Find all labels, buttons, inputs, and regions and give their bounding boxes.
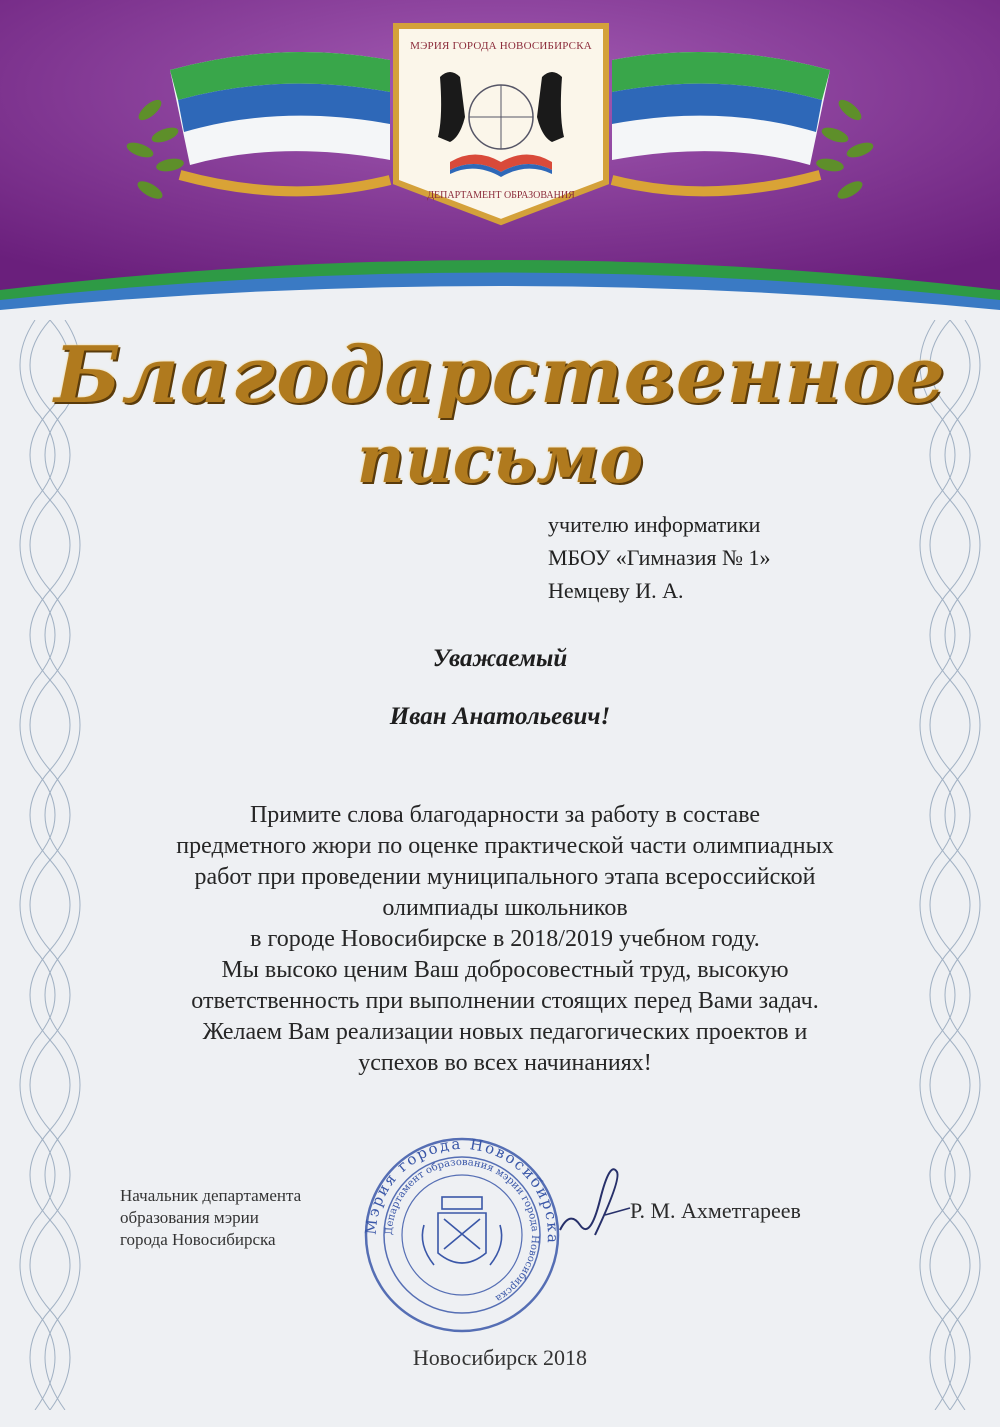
emblem-top-text: МЭРИЯ ГОРОДА НОВОСИБИРСКА (410, 40, 592, 52)
stamp-outer-text: Мэрия города Новосибирска (362, 1135, 562, 1246)
body-line: олимпиады школьников (382, 895, 628, 921)
body-line: Мы высоко ценим Ваш добросовестный труд, высокую (221, 957, 789, 983)
body-line: работ при проведении муниципального этапа всероссийской (194, 864, 816, 890)
stamp-crest-icon (422, 1197, 501, 1265)
body-line: предметного жюри по оценке практической части олимпиадных (176, 833, 834, 859)
greeting-line-1: Уважаемый (432, 645, 568, 672)
signatory-position-line: Начальник департамента (120, 1186, 302, 1205)
recipient-position: учителю информатики (548, 512, 761, 537)
official-stamp (362, 1135, 562, 1335)
signatory-position-line: образования мэрии (120, 1208, 259, 1227)
handwritten-signature-icon (555, 1160, 635, 1240)
body-line: ответственность при выполнении стоящих перед Вами задач. (191, 988, 819, 1014)
signatory-position-line: города Новосибирска (120, 1230, 276, 1249)
body-line: Примите слова благодарности за работу в составе (249, 802, 761, 828)
title-line-2: письмо (356, 420, 644, 498)
footer-city-year: Новосибирск 2018 (412, 1345, 588, 1370)
greeting-line-2: Иван Анатольевич! (389, 703, 611, 730)
emblem-bottom-text: ДЕПАРТАМЕНТ ОБРАЗОВАНИЯ (427, 190, 575, 201)
body-line: в городе Новосибирске в 2018/2019 учебном году. (250, 926, 760, 952)
body-line: успехов во всех начинаниях! (358, 1050, 652, 1076)
stamp-inner-text: Департамент образования мэрии города Новосибирска (383, 1156, 541, 1304)
recipient-school: МБОУ «Гимназия № 1» (548, 545, 771, 570)
signatory-position (120, 1185, 301, 1251)
title-line-1: Благодарственное (54, 330, 946, 421)
body-line: Желаем Вам реализации новых педагогических проектов и (202, 1019, 808, 1045)
department-emblem (390, 22, 612, 227)
signatory-name: Р. М. Ахметгареев (630, 1198, 801, 1223)
recipient-name: Немцеву И. А. (548, 578, 684, 603)
